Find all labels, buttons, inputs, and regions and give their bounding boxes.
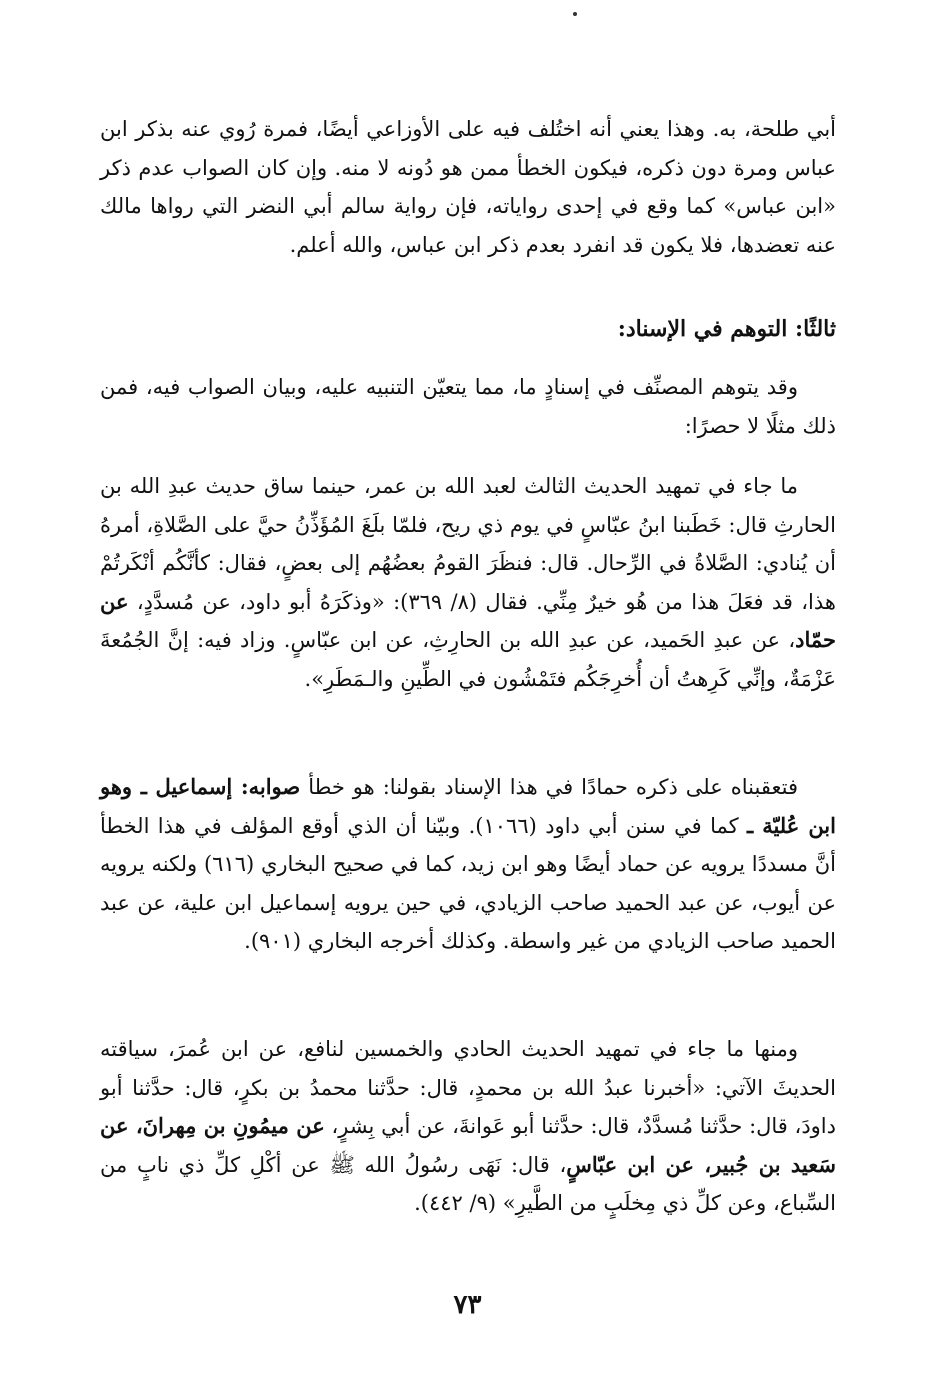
section-heading-block: [100, 310, 836, 349]
paragraph-4: [100, 768, 836, 961]
paragraph-3-part-a: ما جاء في تمهيد الحديث الثالث لعبد الله بن عمر، حينما ساق حديث عبدِ الله بن الحارثِ قال: خَطَبنا ابنُ عبّاسٍ في يوم ذي ريح، فلمّا بلَغَ المُؤَذِّنُ حيَّ على الصَّلاةِ، أمرهُ أن يُنادي: الصَّلاةُ في الرِّحال. قال: فنظَرَ القومُ بعضُهُم إلى بعضٍ، فقال: كأنَّكُم أنْكَرتُمْ هذا، قد فعَلَ هذا من هُو خيرٌ مِنِّي. فقال (٨/ ٣٦٩): «وذكَرَهُ أبو داود، عن مُسدَّدٍ،: [100, 474, 836, 614]
paragraph-5: [100, 1030, 836, 1223]
paragraph-5-part-b: ، قال: نَهَى رسُولُ الله ﷺ عن أكْلِ كلِّ ذي نابٍ من السِّباع، وعن كلِّ ذي مِخلَبٍ من الطَّيرِ» (٩/ ٤٤٢).: [100, 1152, 836, 1215]
paragraph-3-part-b: ، عن عبدِ الحَميد، عن عبدِ الله بن الحارِثِ، عن ابن عبّاسٍ. وزاد فيه: إنَّ الجُمُعةَ عَزْمَةٌ، وإنِّي كَرِهتُ أن أُخرِجَكُم فتَمْشُون في الطِّينِ والـمَطَرِ».: [100, 628, 836, 691]
paragraph-3-bold: عن حمّاد: [100, 588, 836, 652]
top-dot-mark: [573, 12, 577, 16]
paragraph-5-text: [100, 1030, 836, 1223]
section-heading: ثالثًا: التوهم في الإسناد:: [617, 316, 836, 342]
paragraph-3: [100, 467, 836, 698]
page-number: ٧٣: [453, 1290, 482, 1320]
paragraph-4-part-a: فتعقبناه على ذكره حمادًا في هذا الإسناد بقولنا: هو خطأ: [300, 775, 798, 799]
paragraph-4-part-b: كما في سنن أبي داود (١٠٦٦). وبيّنا أن الذي أوقع المؤلف في هذا الخطأ أنَّ مسددًا يرويه عن حماد أيضًا وهو ابن زيد، كما في صحيح البخاري (٦١٦) ولكنه يرويه عن أيوب، عن عبد الحميد صاحب الزيادي، في حين يرويه إسماعيل ابن علية، عن عبد الحميد صاحب الزيادي من غير واسطة. وكذلك أخرجه البخاري (٩٠١).: [100, 813, 837, 953]
paragraph-2-text: وقد يتوهم المصنِّف في إسنادٍ ما، مما يتعيّن التنبيه عليه، وبيان الصواب فيه، فمن ذلك مثلًا لا حصرًا:: [100, 375, 836, 438]
paragraph-4-bold: صوابه: إسماعيل ـ وهو ابن عُليّة ـ: [100, 774, 836, 838]
paragraph-1: [100, 110, 836, 264]
paragraph-2: [100, 368, 836, 445]
paragraph-5-bold: عن ميمُونِ بن مِهرانَ، عن سَعيد بن جُبير، عن ابن عبّاسٍ: [100, 1113, 836, 1177]
paragraph-3-text: [100, 467, 836, 698]
paragraph-1-text: أبي طلحة، به. وهذا يعني أنه اختُلف فيه على الأوزاعي أيضًا، فمرة رُوي عنه بذكر ابن عباس ومرة دون ذكره، فيكون الخطأ ممن هو دُونه لا منه. وإن كان الصواب عدم ذكر «ابن عباس» كما وقع في إحدى رواياته، فإن رواية سالم أبي النضر التي رواها مالك عنه تعضدها، فلا يكون قد انفرد بعدم ذكر ابن عباس، والله أعلم.: [100, 117, 836, 257]
paragraph-5-part-a: ومنها ما جاء في تمهيد الحديث الحادي والخمسين لنافع، عن ابن عُمرَ، سياقته الحديثَ الآتي: «أخبرنا عبدُ الله بن محمدٍ، قال: حدَّثنا محمدُ بن بكرٍ، قال: حدَّثنا أبو داودَ، قال: حدَّثنا مُسدَّدٌ، قال: حدَّثنا أبو عَوانةَ، عن أبي بِشرٍ،: [100, 1037, 836, 1138]
paragraph-4-text: [100, 768, 836, 961]
